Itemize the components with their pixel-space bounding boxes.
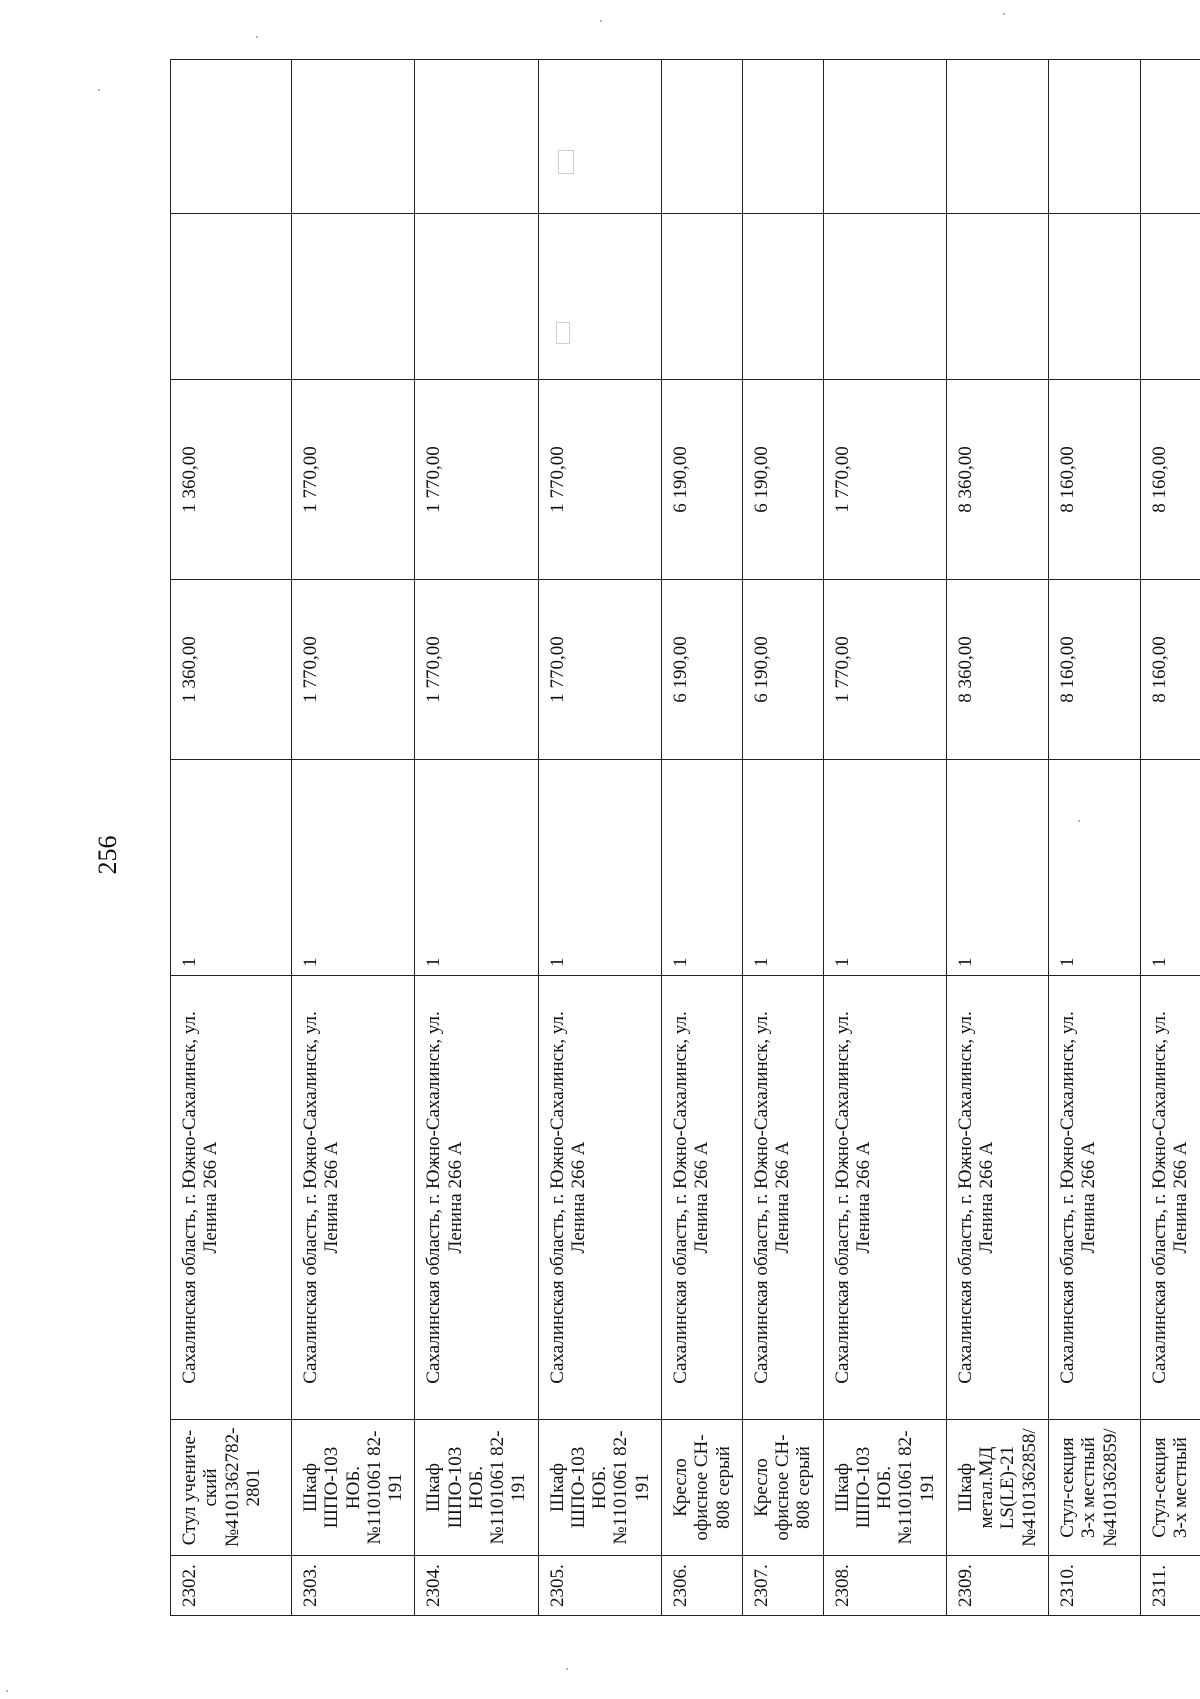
- table-row: [415, 60, 538, 1616]
- item-balance: 6 190,00: [661, 380, 742, 580]
- table-row: [946, 60, 1048, 1616]
- item-quantity: 1: [661, 760, 742, 976]
- item-quantity: 1: [946, 760, 1048, 976]
- item-value: 1 770,00: [823, 580, 946, 760]
- blank-cell: [946, 60, 1048, 214]
- blank-cell: [538, 214, 661, 380]
- item-name: Кресло офисное CH-808 серый: [742, 1420, 823, 1556]
- item-quantity: 1: [292, 760, 415, 976]
- blank-cell: [1140, 214, 1200, 380]
- item-value: 1 770,00: [415, 580, 538, 760]
- table-row: [1140, 60, 1200, 1616]
- row-number: 2311.: [1140, 1556, 1200, 1616]
- table-row: [661, 60, 742, 1616]
- item-address: Сахалинская область, г. Южно-Сахалинск, ул. Ленина 266 А: [742, 976, 823, 1420]
- item-balance: 1 770,00: [292, 380, 415, 580]
- item-address: Сахалинская область, г. Южно-Сахалинск, ул. Ленина 266 А: [292, 976, 415, 1420]
- item-quantity: 1: [1048, 760, 1140, 976]
- scan-speck: [1078, 820, 1080, 822]
- item-name: Шкаф ШПО-103 НОБ.№1101061 82-191: [538, 1420, 661, 1556]
- item-quantity: 1: [538, 760, 661, 976]
- item-quantity: 1: [171, 760, 292, 976]
- item-name: Шкаф метал.МД LS(LE)-21 №4101362858/: [946, 1420, 1048, 1556]
- blank-cell: [538, 60, 661, 214]
- item-value: 1 770,00: [292, 580, 415, 760]
- item-name: Шкаф ШПО-103 НОБ.№1101061 82-191: [415, 1420, 538, 1556]
- table-row: [823, 60, 946, 1616]
- inventory-table-body: [171, 60, 1200, 1616]
- page-number: 256: [93, 835, 122, 875]
- blank-cell: [1140, 60, 1200, 214]
- item-quantity: 1: [823, 760, 946, 976]
- blank-cell: [415, 60, 538, 214]
- item-address: Сахалинская область, г. Южно-Сахалинск, ул. Ленина 266 А: [1048, 976, 1140, 1420]
- table-row: [538, 60, 661, 1616]
- blank-cell: [742, 60, 823, 214]
- table-row: [1048, 60, 1140, 1616]
- row-number: 2303.: [292, 1556, 415, 1616]
- scan-mark: [558, 150, 574, 174]
- item-quantity: 1: [415, 760, 538, 976]
- item-value: 1 360,00: [171, 580, 292, 760]
- item-balance: 8 360,00: [946, 380, 1048, 580]
- item-address: Сахалинская область, г. Южно-Сахалинск, ул. Ленина 266 А: [415, 976, 538, 1420]
- row-number: 2310.: [1048, 1556, 1140, 1616]
- item-balance: 1 770,00: [823, 380, 946, 580]
- scan-speck: [600, 20, 602, 22]
- item-name: Стул учениче-ский №4101362782-2801: [171, 1420, 292, 1556]
- blank-cell: [1048, 60, 1140, 214]
- scan-speck: [566, 1668, 568, 1670]
- item-name: Кресло офисное CH-808 серый: [661, 1420, 742, 1556]
- blank-cell: [946, 214, 1048, 380]
- row-number: 2307.: [742, 1556, 823, 1616]
- blank-cell: [661, 214, 742, 380]
- blank-cell: [292, 60, 415, 214]
- blank-cell: [171, 214, 292, 380]
- item-value: 8 360,00: [946, 580, 1048, 760]
- blank-cell: [415, 214, 538, 380]
- item-address: Сахалинская область, г. Южно-Сахалинск, ул. Ленина 266 А: [171, 976, 292, 1420]
- item-quantity: 1: [1140, 760, 1200, 976]
- item-balance: 1 360,00: [171, 380, 292, 580]
- table-row: [171, 60, 292, 1616]
- table-row: [742, 60, 823, 1616]
- row-number: 2306.: [661, 1556, 742, 1616]
- item-name: Стул-секция 3-х местный: [1140, 1420, 1200, 1556]
- blank-cell: [661, 60, 742, 214]
- item-balance: 8 160,00: [1140, 380, 1200, 580]
- inventory-table-wrapper: [170, 60, 1192, 1616]
- item-address: Сахалинская область, г. Южно-Сахалинск, ул. Ленина 266 А: [946, 976, 1048, 1420]
- scan-speck: [256, 36, 258, 38]
- item-address: Сахалинская область, г. Южно-Сахалинск, ул. Ленина 266 А: [661, 976, 742, 1420]
- row-number: 2304.: [415, 1556, 538, 1616]
- blank-cell: [823, 214, 946, 380]
- item-balance: 6 190,00: [742, 380, 823, 580]
- blank-cell: [1048, 214, 1140, 380]
- item-quantity: 1: [742, 760, 823, 976]
- item-name: Шкаф ШПО-103 НОБ.№1101061 82-191: [292, 1420, 415, 1556]
- item-balance: 1 770,00: [538, 380, 661, 580]
- item-balance: 8 160,00: [1048, 380, 1140, 580]
- item-address: Сахалинская область, г. Южно-Сахалинск, ул. Ленина 266 А: [823, 976, 946, 1420]
- scan-speck: [98, 89, 100, 91]
- row-number: 2305.: [538, 1556, 661, 1616]
- item-name: Шкаф ШПО-103 НОБ.№1101061 82-191: [823, 1420, 946, 1556]
- scan-mark: [556, 322, 570, 344]
- row-number: 2302.: [171, 1556, 292, 1616]
- inventory-table: [170, 59, 1200, 1616]
- table-row: [292, 60, 415, 1616]
- blank-cell: [292, 214, 415, 380]
- item-value: 6 190,00: [661, 580, 742, 760]
- item-balance: 1 770,00: [415, 380, 538, 580]
- blank-cell: [823, 60, 946, 214]
- scan-speck: [6, 1690, 8, 1692]
- scan-speck: [1003, 13, 1005, 15]
- row-number: 2309.: [946, 1556, 1048, 1616]
- item-value: 6 190,00: [742, 580, 823, 760]
- item-name: Стул-секция 3-х местный №4101362859/: [1048, 1420, 1140, 1556]
- blank-cell: [742, 214, 823, 380]
- item-value: 8 160,00: [1048, 580, 1140, 760]
- blank-cell: [171, 60, 292, 214]
- item-address: Сахалинская область, г. Южно-Сахалинск, ул. Ленина 266 А: [538, 976, 661, 1420]
- item-address: Сахалинская область, г. Южно-Сахалинск, ул. Ленина 266 А: [1140, 976, 1200, 1420]
- row-number: 2308.: [823, 1556, 946, 1616]
- item-value: 8 160,00: [1140, 580, 1200, 760]
- item-value: 1 770,00: [538, 580, 661, 760]
